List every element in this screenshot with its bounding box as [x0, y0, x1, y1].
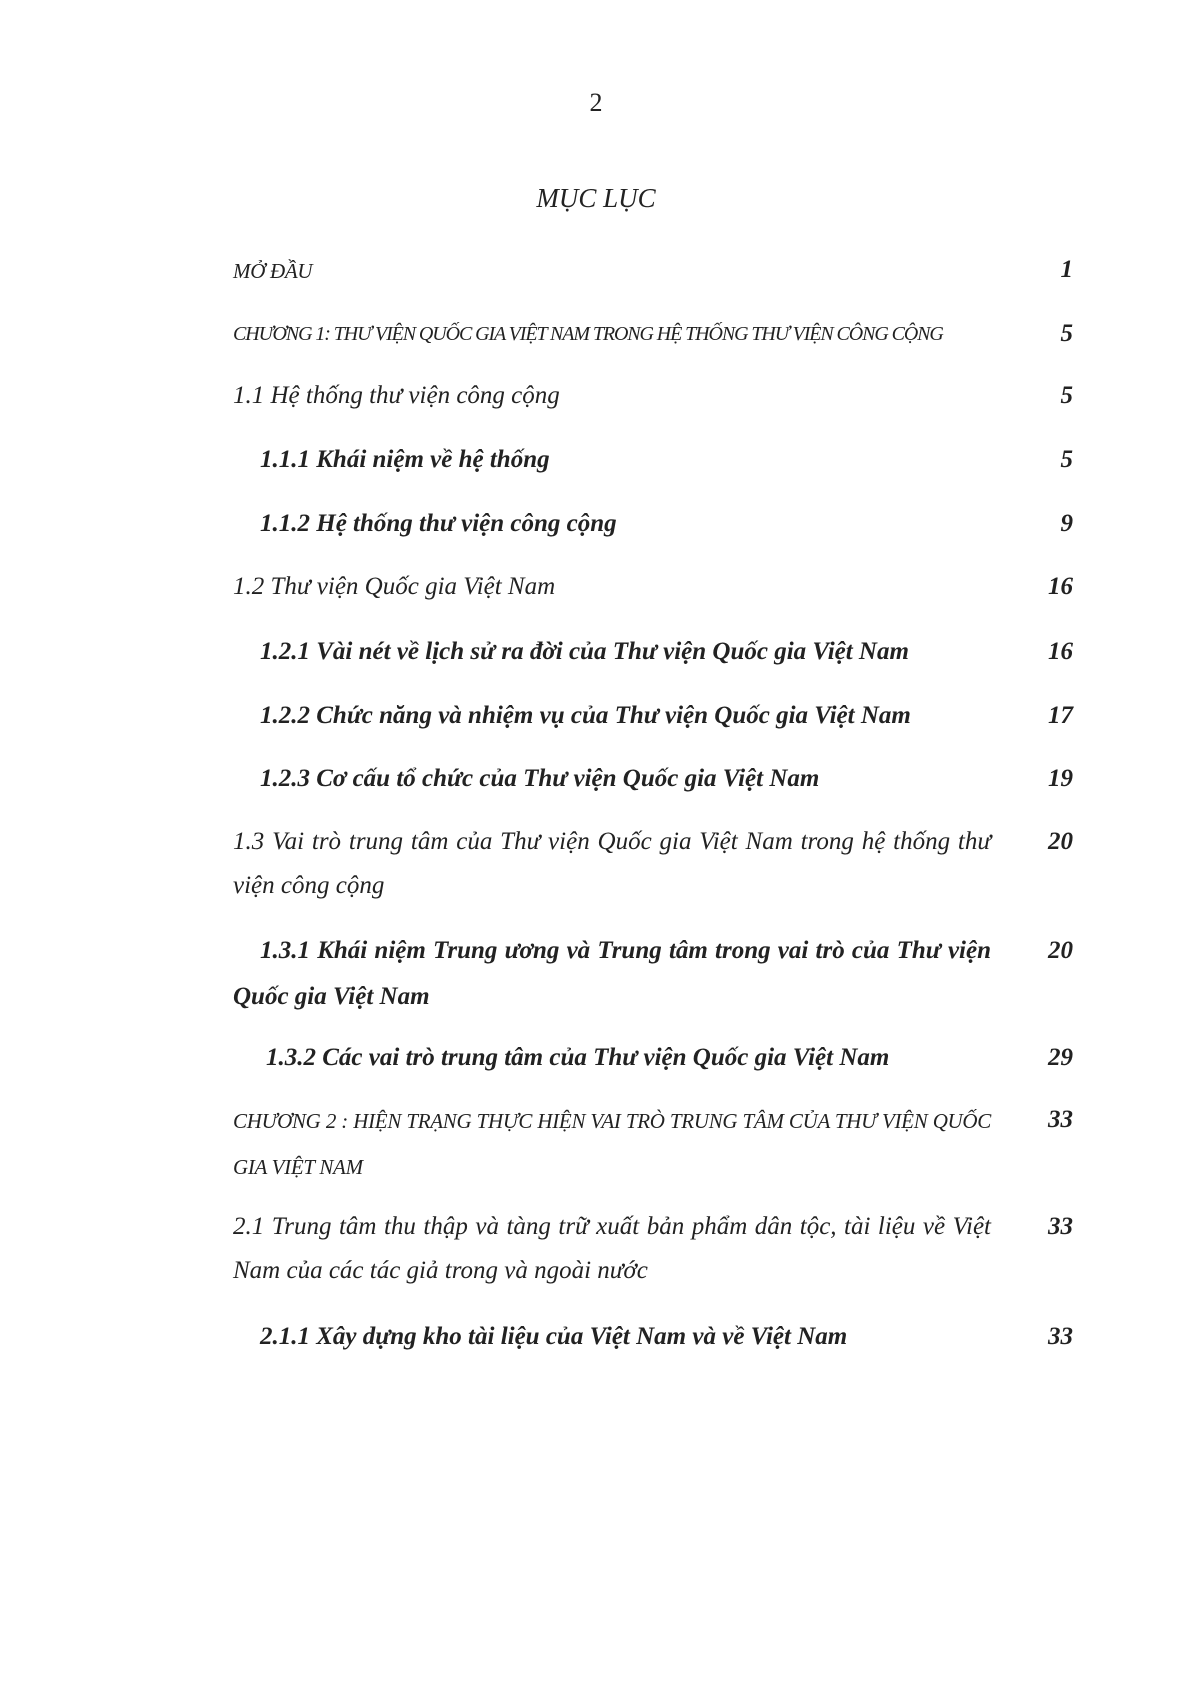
toc-entry: [233, 1035, 1073, 1081]
toc-entry-text: CHƯƠNG 1: THƯ VIỆN QUỐC GIA VIỆT NAM TRONG HỆ THỐNG THƯ VIỆN CÔNG CỘNG: [233, 323, 943, 345]
toc-entry-text: 2.1.1 Xây dựng kho tài liệu của Việt Nam và về Việt Nam: [260, 1323, 848, 1350]
toc-entry: [233, 1098, 1073, 1190]
toc-entry-page: 5: [1060, 382, 1073, 409]
toc-entry-text: 1.2 Thư viện Quốc gia Việt Nam: [233, 573, 556, 600]
toc-entry-page: 1: [1060, 256, 1073, 283]
toc-entry-page: 33: [1048, 1213, 1073, 1240]
toc-entry-page: 16: [1048, 638, 1073, 665]
page-number: 2: [589, 88, 603, 117]
toc-entry-text: 1.1 Hệ thống thư viện công cộng: [233, 382, 560, 409]
toc-entry-page: 29: [1048, 1044, 1073, 1071]
toc-entry: [233, 1205, 1073, 1293]
toc-entry-text: 1.2.2 Chức năng và nhiệm vụ của Thư viện Quốc gia Việt Nam: [260, 702, 911, 729]
toc-entry: [233, 629, 1073, 675]
toc-entry-page: 16: [1048, 573, 1073, 600]
toc-entry-text: 2.1 Trung tâm thu thập và tàng trữ xuất bản phẩm dân tộc, tài liệu về Việt Nam của các tác giả trong và ngoài nước: [233, 1213, 991, 1284]
toc-entry-page: 17: [1048, 702, 1073, 729]
toc-entry-text: 1.1.1 Khái niệm về hệ thống: [260, 446, 550, 473]
toc-entry: [233, 565, 1073, 609]
toc-entry: [233, 437, 1073, 483]
toc-entry-page: 5: [1060, 320, 1073, 347]
toc-entry: [233, 820, 1073, 908]
toc-entry: [233, 928, 1073, 1020]
toc-entry: [233, 374, 1073, 418]
toc-entry: [233, 693, 1073, 739]
toc-entry-page: 19: [1048, 765, 1073, 792]
toc-entry-text: 1.2.1 Vài nét về lịch sử ra đời của Thư viện Quốc gia Việt Nam: [260, 638, 909, 665]
toc-title: MỤC LỤC: [536, 183, 656, 213]
toc-entry-text: 1.1.2 Hệ thống thư viện công cộng: [260, 510, 617, 537]
toc-entry: [233, 1314, 1073, 1360]
toc-entry-text: 1.3.1 Khái niệm Trung ương và Trung tâm trong vai trò của Thư viện Quốc gia Việt Nam: [233, 937, 991, 1010]
toc-entry-text: 1.2.3 Cơ cấu tổ chức của Thư viện Quốc gia Việt Nam: [260, 765, 820, 792]
toc-entry-page: 20: [1048, 828, 1073, 855]
toc-entry-page: 5: [1060, 446, 1073, 473]
toc-entry-text: 1.3.2 Các vai trò trung tâm của Thư viện Quốc gia Việt Nam: [266, 1044, 890, 1071]
toc-entry-page: 20: [1048, 937, 1073, 964]
toc-entry: [233, 756, 1073, 802]
toc-entry-page: 9: [1060, 510, 1073, 537]
toc-entry-text: CHƯƠNG 2 : HIỆN TRẠNG THỰC HIỆN VAI TRÒ TRUNG TÂM CỦA THƯ VIỆN QUỐC GIA VIỆT NAM: [233, 1109, 991, 1179]
toc-entry-text: 1.3 Vai trò trung tâm của Thư viện Quốc gia Việt Nam trong hệ thống thư viện công cộng: [233, 828, 991, 899]
toc-entry-page: 33: [1048, 1323, 1073, 1350]
toc-entry: [233, 501, 1073, 547]
toc-entry-text: MỞ ĐẦU: [233, 259, 313, 283]
toc-entry-page: 33: [1048, 1106, 1073, 1133]
toc-entry: [233, 248, 1073, 294]
toc-entry: [233, 318, 1073, 350]
